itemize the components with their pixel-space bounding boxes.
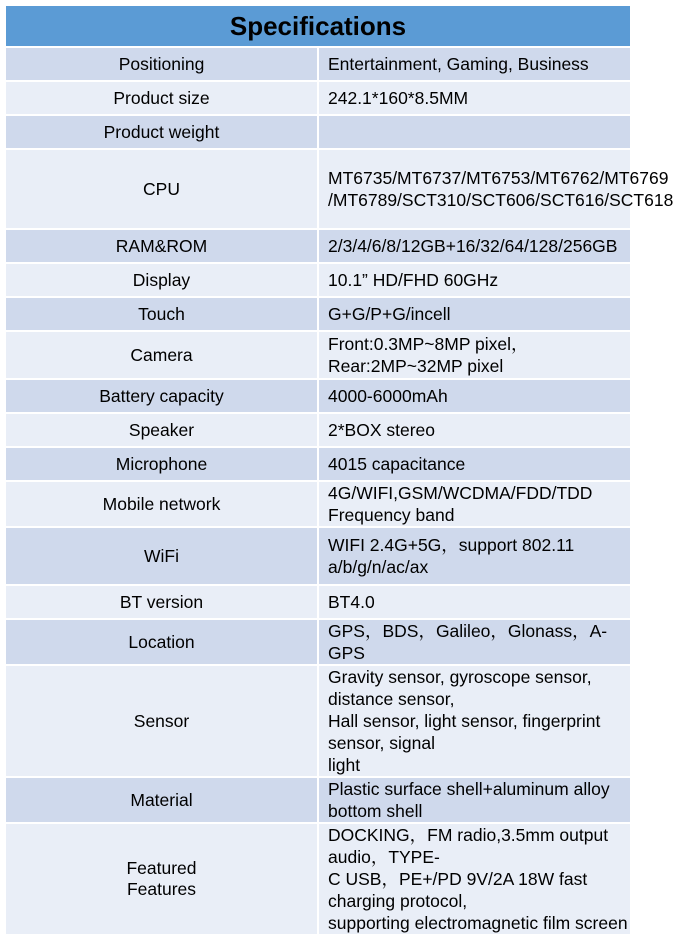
spec-row — [5, 585, 631, 619]
spec-value-line: 4000-6000mAh — [328, 386, 448, 406]
spec-label — [5, 823, 318, 935]
spec-sheet — [4, 4, 673, 936]
spec-value-line: BT4.0 — [328, 592, 375, 612]
spec-value-line: G+G/P+G/incell — [328, 304, 451, 324]
spec-value-line: light — [328, 755, 361, 775]
spec-row — [5, 777, 631, 823]
spec-value — [318, 481, 631, 527]
spec-label-line: Featured — [126, 858, 197, 878]
spec-label: WiFi — [5, 527, 318, 585]
spec-value-line: Hall sensor, light sensor, fingerprint sensor, signal — [328, 711, 601, 753]
spec-row — [5, 115, 631, 149]
spec-row — [5, 481, 631, 527]
spec-value-line: Gravity sensor, gyroscope sensor, distance sensor, — [328, 667, 592, 709]
spec-value — [318, 229, 631, 263]
spec-table — [4, 4, 673, 936]
spec-value — [318, 823, 631, 935]
spec-value — [318, 585, 631, 619]
spec-value-line: supporting electromagnetic film screen — [328, 913, 628, 933]
spec-value — [318, 379, 631, 413]
spec-value — [318, 263, 631, 297]
spec-label: Display — [5, 263, 318, 297]
spec-label: Speaker — [5, 413, 318, 447]
spec-row — [5, 229, 631, 263]
spec-label: Mobile network — [5, 481, 318, 527]
spec-row — [5, 149, 631, 229]
spec-label-line: Features — [126, 879, 197, 899]
spec-row — [5, 447, 631, 481]
spec-row — [5, 331, 631, 379]
spec-value-line: DOCKING，FM radio,3.5mm output audio，TYPE- — [328, 825, 609, 867]
spec-label: Location — [5, 619, 318, 665]
spec-label: RAM&ROM — [5, 229, 318, 263]
spec-value — [318, 47, 631, 81]
spec-label: Positioning — [5, 47, 318, 81]
spec-value-line: 10.1” HD/FHD 60GHz — [328, 270, 499, 290]
spec-row — [5, 619, 631, 665]
spec-label: Sensor — [5, 665, 318, 777]
spec-value-line: 2*BOX stereo — [328, 420, 435, 440]
spec-value — [318, 619, 631, 665]
spec-value-line: Rear:2MP~32MP pixel — [328, 356, 504, 376]
spec-label: Microphone — [5, 447, 318, 481]
spec-row — [5, 379, 631, 413]
spec-value-line: GPS，BDS，Galileo，Glonass，A-GPS — [328, 621, 608, 663]
spec-value-line: WIFI 2.4G+5G，support 802.11 a/b/g/n/ac/ax — [328, 535, 575, 577]
spec-value — [318, 665, 631, 777]
spec-value — [318, 331, 631, 379]
spec-value — [318, 115, 631, 149]
spec-rows — [5, 47, 673, 935]
spec-value-line: MT6735/MT6737/MT6753/MT6762/MT6769 — [328, 168, 669, 188]
spec-value-line: C USB，PE+/PD 9V/2A 18W fast charging protocol, — [328, 869, 588, 911]
spec-value-line: Plastic surface shell+aluminum alloy bottom shell — [328, 779, 610, 821]
spec-value-line: 4G/WIFI,GSM/WCDMA/FDD/TDD Frequency band — [328, 483, 593, 525]
spec-label: CPU — [5, 149, 318, 229]
spec-value-line: Front:0.3MP~8MP pixel， — [328, 334, 529, 354]
spec-value-line: /MT6789/SCT310/SCT606/SCT616/SCT618 — [328, 190, 673, 210]
spec-row — [5, 413, 631, 447]
spec-value-line: 242.1*160*8.5MM — [328, 88, 469, 108]
spec-value — [318, 527, 631, 585]
spec-value-line: 2/3/4/6/8/12GB+16/32/64/128/256GB — [328, 236, 618, 256]
spec-value-line: 4015 capacitance — [328, 454, 466, 474]
spec-value — [318, 297, 631, 331]
spec-value — [318, 149, 673, 229]
spec-label: Camera — [5, 331, 318, 379]
spec-label: Product size — [5, 81, 318, 115]
spec-row — [5, 263, 631, 297]
spec-row — [5, 81, 631, 115]
spec-row — [5, 47, 631, 81]
spec-row — [5, 665, 631, 777]
spec-value — [318, 777, 631, 823]
spec-value — [318, 81, 631, 115]
spec-value-line: Entertainment, Gaming, Business — [328, 54, 589, 74]
spec-row — [5, 823, 631, 935]
spec-label: Material — [5, 777, 318, 823]
spec-label: BT version — [5, 585, 318, 619]
spec-label: Product weight — [5, 115, 318, 149]
spec-label: Touch — [5, 297, 318, 331]
spec-row — [5, 527, 631, 585]
spec-title: Specifications — [5, 5, 631, 47]
spec-value — [318, 447, 631, 481]
spec-label: Battery capacity — [5, 379, 318, 413]
spec-value — [318, 413, 631, 447]
spec-row — [5, 297, 631, 331]
